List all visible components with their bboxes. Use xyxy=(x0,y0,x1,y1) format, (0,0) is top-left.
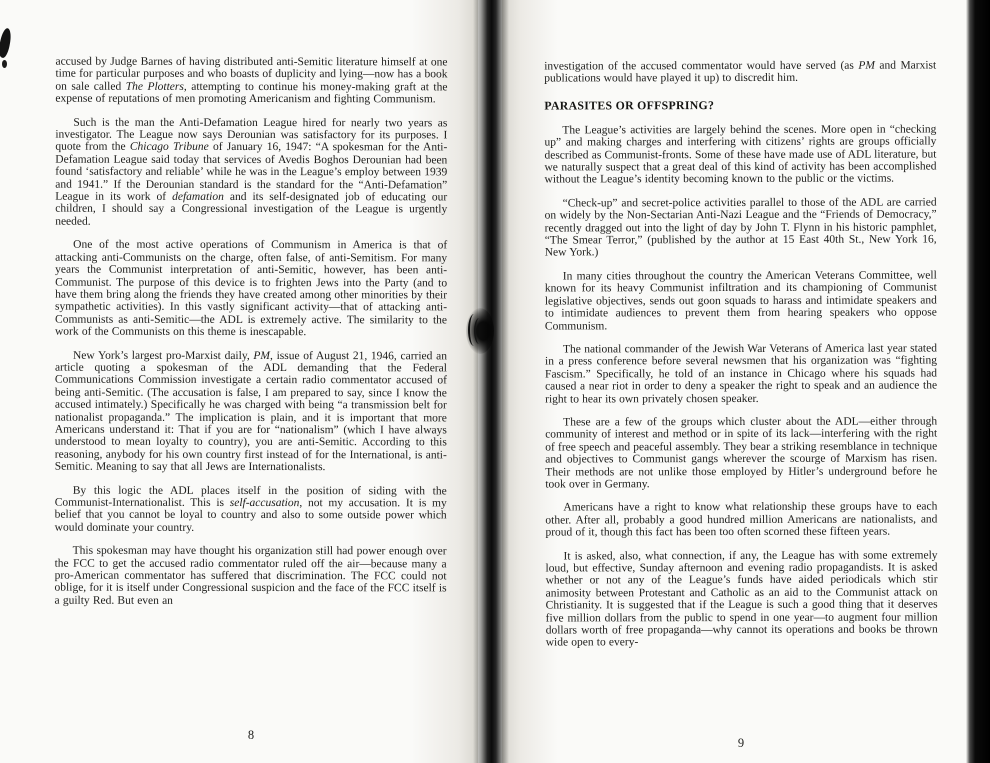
paragraph: By this logic the ADL places itself in the position of siding with the Communist-Internationalist. This is self-accusation, not my accusation. It is my belief that you cannot be loyal to country and also to some outside power which would dominate your country. xyxy=(54,484,447,534)
paragraph: accused by Judge Barnes of having distributed anti-Semitic literature himself at one time for particular purposes and who boasts of duplicity and lying—now has a book on sale called The Plotters, attempting to continue his money-making graft at the expense of reputations of men promoting Americanism and fighting Communism. xyxy=(55,55,448,106)
paragraph: One of the most active operations of Communism in America is that of attacking anti-Communists on the charge, often false, of anti-Semitism. For many years the Communist interpretation of anti-Semitic, however, has been anti-Communist. The purpose of this device is to frighten Jews into the Party (and to have them bring along the friends they have created among other minorities by their sympathetic activities). In this vastly significant activity—that of attacking anti-Communists as anti-Semitic—the ADL is extremely active. The similarity to the work of the Communists on this theme is inescapable. xyxy=(54,238,448,339)
paragraph: New York’s largest pro-Marxist daily, PM, issue of August 21, 1946, carried an article quoting a spokesman of the ADL demanding that the Federal Communications Commission investigate a certain radio commentator accused of being anti-Semitic. (The accusation is false, I am prepared to say, since I know the accused intimately.) Specifically he was charged with being “a transmission belt for nationalist propaganda.” The implication is plain, and it is important that more Americans understand it: That if you are for “nationalism” (which I have always understood to mean loyalty to country), you are anti-Semitic. According to this reasoning, anybody for his own country first instead of for the International, is anti-Semitic. Meaning to say that all Jews are Internationalists. xyxy=(54,349,447,474)
paragraph: Americans have a right to know what relationship these groups have to each other. After all, probably a good hundred million Americans are nationalists, and proud of it, though this fact has been too often scorned these fifteen years. xyxy=(545,500,938,539)
section-heading: PARASITES OR OFFSPRING? xyxy=(544,97,715,113)
paragraph: investigation of the accused commentator would have served (as PM and Marxist publications would have played it up) to discredit him. xyxy=(544,59,937,85)
paragraph: These are a few of the groups which cluster about the ADL—either through community of interest and method or in spite of its lack—interfering with the right of free speech and peaceful assembly. They bear a striking resemblance in technique and objectives to Communist gangs wherever the scourge of Marxism has risen. Their methods are not unlike those employed by Hitler’s underground before he took over in Germany. xyxy=(545,415,938,491)
book-gutter-shadow xyxy=(473,0,509,763)
paragraph: It is asked, also, what connection, if any, the League has with some extremely loud, but effective, Sunday afternoon and evening radio propagandists. It is asked whether or not any of the League’s funds have aided periodicals which stir animosity between Protestant and Catholic as an aid to the Communist attack on Christianity. It is suggested that if the League is such a good thing that it deserves five million dollars from the public to spend in one year—to augment four million dollars worth of free propaganda—why cannot its operations and books be thrown wide open to every- xyxy=(545,549,938,649)
paragraph: In many cities throughout the country the American Veterans Committee, well known for its heavy Communist infiltration and its championing of Communist legislative objectives, sends out goon squads to harass and intimidate speakers and to intimidate audiences to prevent them from hearing speakers who oppose Communism. xyxy=(544,269,937,333)
paragraph: The League’s activities are largely behind the scenes. More open in “checking up” and making charges and interfering with citizens’ rights are groups officially described as Communist-fronts. Some of these have made use of ADL literature, but we naturally suspect that a great deal of this kind of activity has been accomplished without the League’s identity becoming known to the public or the victims. xyxy=(544,123,937,186)
scan-smudge-arc xyxy=(474,318,484,344)
paragraph: The national commander of the Jewish War Veterans of America last year stated in a press conference before several newsmen that his organization was “fighting Fascism.” Specifically, he told of an instance in Chicago where his squads had caused a near riot in order to deny a speaker the right to speak and an audience the right to hear its own privately chosen speaker. xyxy=(544,342,938,406)
paragraph: This spokesman may have thought his organization still had power enough over the FCC to get the accused radio commentator ruled off the air—because many a pro-American commentator has suffered that discrimination. The FCC could not oblige, for it is itself under Congressional suspicion and the face of the FCC itself is a guilty Red. But even an xyxy=(54,544,447,607)
scan-smudge-dot xyxy=(2,60,7,68)
paragraph: Such is the man the Anti-Defamation League hired for nearly two years as investigator. The League now says Derounian was satisfactory for its purposes. I quote from the Chicago Tribune of January 16, 1947: “A spokesman for the Anti-Defamation League said today that services of Avedis Boghos Derounian had been found ‘satisfactory and reliable’ while he was in the League’s employ between 1939 and 1941.” If the Derounian standard is the standard for the “Anti-Defamation” League in its work of defamation and its self-designated job of educating our children, I should say a Congressional investigation of the League is urgently needed. xyxy=(55,116,448,228)
left-page xyxy=(0,0,478,763)
page-number: 8 xyxy=(247,728,255,742)
left-page-text xyxy=(55,56,448,619)
page-number: 9 xyxy=(737,736,745,750)
scan-edge-artifact xyxy=(966,0,990,763)
paragraph: “Check-up” and secret-police activities parallel to those of the ADL are carried on widely by the Non-Sectarian Anti-Nazi League and the “Friends of Democracy,” recently dragged out into the light of day by John T. Flynn in his historic pamphlet, “The Smear Terror,” (published by the author at 15 East 40th St., New York 16, New York.) xyxy=(544,196,937,259)
right-page-text xyxy=(544,59,938,660)
right-page xyxy=(502,0,966,763)
